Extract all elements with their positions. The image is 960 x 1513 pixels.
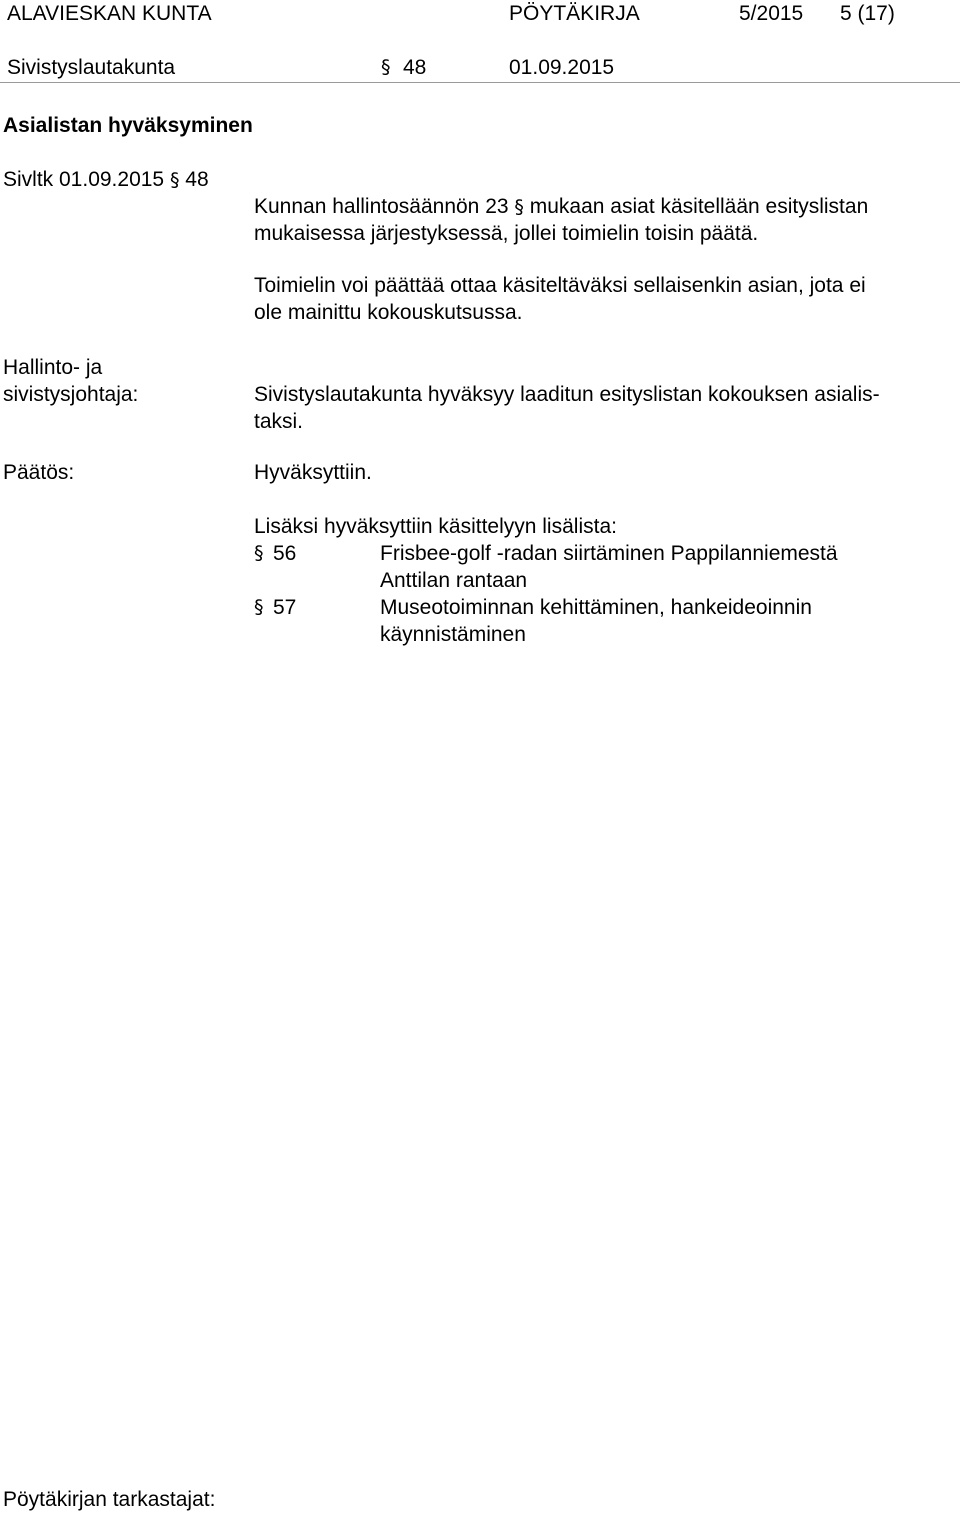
reference-section-symbol: § [169, 169, 180, 191]
header-divider [0, 82, 960, 83]
proposal-text-line-1: Sivistyslautakunta hyväksyy laaditun esityslistan kokouksen asialis- [254, 383, 880, 406]
proposal-text-line-2: taksi. [254, 410, 304, 433]
item-2-section-symbol: § [254, 596, 264, 618]
item-1-section-symbol: § [254, 542, 264, 564]
section-symbol: § [381, 56, 391, 78]
proposal-label-line-1: Hallinto- ja [3, 356, 103, 379]
item-2-number: 57 [273, 596, 297, 619]
page-indicator: 5 (17) [840, 2, 895, 25]
paragraph-1-section-symbol: § [514, 196, 524, 218]
reference-line [3, 166, 209, 194]
item-1-number: 56 [273, 542, 297, 565]
item-1-title-line-1: Frisbee-golf -radan siirtäminen Pappilanniemestä [380, 542, 838, 565]
paragraph-1-text-b: mukaan asiat käsitellään esityslistan [529, 195, 869, 218]
paragraph-1-line-2: mukaisessa järjestyksessä, jollei toimielin toisin päätä. [254, 222, 759, 245]
reference-prefix: Sivltk 01.09.2015 [3, 168, 165, 191]
decision-text: Hyväksyttiin. [254, 461, 372, 484]
item-1-title-line-2: Anttilan rantaan [380, 569, 528, 592]
decision-label: Päätös: [3, 461, 75, 484]
paragraph-2-line-2: ole mainittu kokouskutsussa. [254, 301, 523, 324]
paragraph-1-line-1 [254, 193, 868, 221]
section-number: 48 [403, 56, 427, 79]
document-type: PÖYTÄKIRJA [509, 2, 640, 25]
reviewers-label: Pöytäkirjan tarkastajat: [3, 1488, 216, 1511]
paragraph-2-line-1: Toimielin voi päättää ottaa käsiteltäväksi sellaisenkin asian, jota ei [254, 274, 866, 297]
paragraph-1-text-a: Kunnan hallintosäännön 23 [254, 195, 509, 218]
reference-section-number: 48 [185, 168, 209, 191]
item-2-title-line-1: Museotoiminnan kehittäminen, hankeideoinnin [380, 596, 812, 619]
additional-items-intro: Lisäksi hyväksyttiin käsittelyyn lisälista: [254, 515, 617, 538]
proposal-label-line-2: sivistysjohtaja: [3, 383, 139, 406]
document-number: 5/2015 [739, 2, 804, 25]
municipality-name: ALAVIESKAN KUNTA [7, 2, 212, 25]
meeting-date: 01.09.2015 [509, 56, 615, 79]
page-title: Asialistan hyväksyminen [3, 114, 253, 137]
item-2-title-line-2: käynnistäminen [380, 623, 526, 646]
committee-name: Sivistyslautakunta [7, 56, 176, 79]
